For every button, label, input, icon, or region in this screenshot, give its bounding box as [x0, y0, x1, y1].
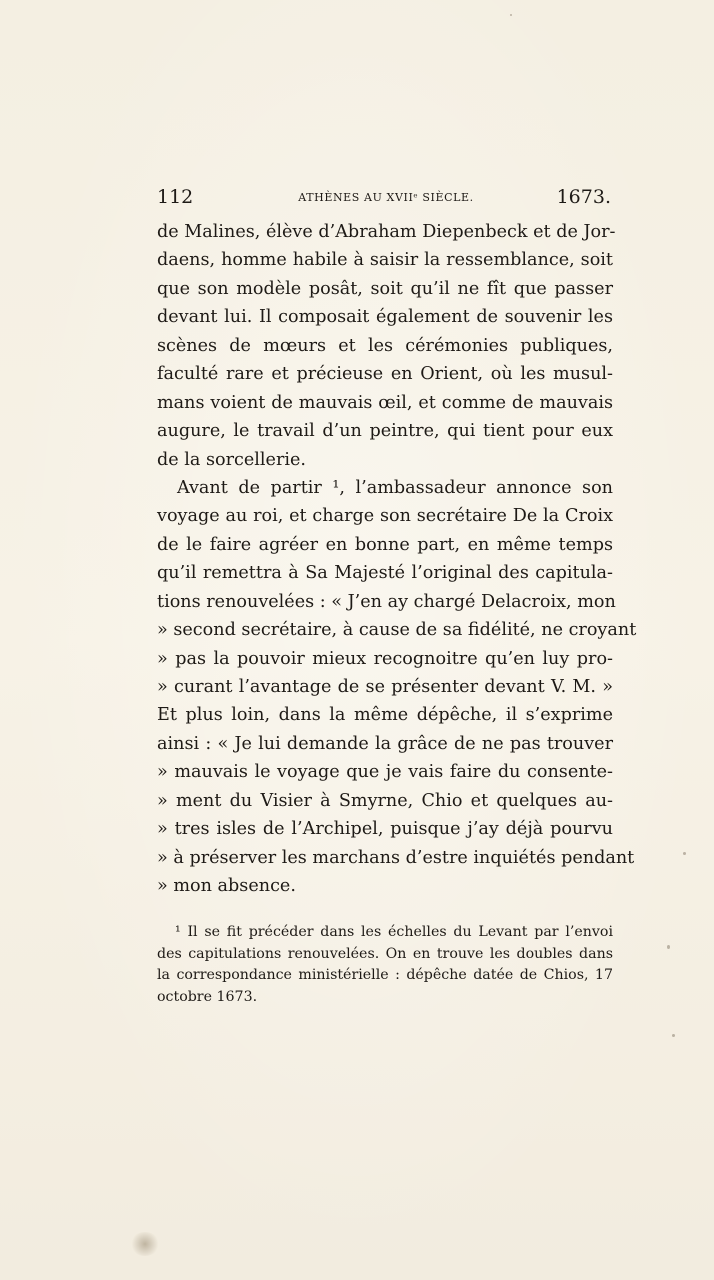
body-text-line: daens, homme habile à saisir la ressemblance, soit [157, 250, 613, 271]
paper-speck [667, 945, 670, 949]
body-text-line: » à préserver les marchans d’estre inquiétés pendant [157, 847, 635, 868]
paper-speck [683, 852, 686, 855]
paper-stain [130, 1232, 160, 1256]
main-text [157, 218, 637, 901]
body-text-line: de la sorcellerie. [157, 449, 306, 470]
body-text-line: augure, le travail d’un peintre, qui tient pour eux [157, 421, 613, 442]
footnote [157, 922, 613, 1008]
footnote-line: ¹ Il se fit précéder dans les échelles du Levant par l’envoi [175, 924, 613, 940]
body-text-line: qu’il remettra à Sa Majesté l’original des capitula- [157, 563, 613, 584]
paper-speck [672, 1034, 675, 1037]
footnote-line: la correspondance ministérielle : dépêche datée de Chios, 17 [157, 967, 613, 984]
body-text-line: voyage au roi, et charge son secrétaire De la Croix [157, 506, 613, 527]
body-text-line: de Malines, élève d’Abraham Diepenbeck et de Jor- [157, 222, 616, 242]
page-number: 112 [157, 186, 194, 208]
body-text-line: scènes de mœurs et les cérémonies publiques, [157, 335, 613, 356]
body-text-line: » pas la pouvoir mieux recognoitre qu’en luy pro- [157, 648, 613, 669]
running-title: ATHÈNES AU XVIIᵉ SIÈCLE. [298, 191, 474, 204]
body-text-line: ainsi : « Je lui demande la grâce de ne pas trouver [157, 733, 613, 754]
body-text-line: tions renouvelées : « J’en ay chargé Delacroix, mon [157, 591, 616, 612]
footnote-line: des capitulations renouvelées. On en trouve les doubles dans [157, 945, 613, 962]
body-text-line: Et plus loin, dans la même dépêche, il s’exprime [157, 705, 613, 726]
footnote-line: octobre 1673. [157, 988, 258, 1005]
body-text-line: que son modèle posât, soit qu’il ne fît que passer [157, 278, 613, 299]
paper-speck [510, 14, 512, 16]
body-text-line: » mon absence. [157, 876, 296, 897]
body-text-line: » curant l’avantage de se présenter devant V. M. » [157, 677, 613, 697]
body-text-line: Avant de partir ¹, l’ambassadeur annonce son [177, 477, 613, 498]
body-text-line: de le faire agréer en bonne part, en même temps [157, 534, 613, 555]
body-text-line: faculté rare et précieuse en Orient, où les musul- [157, 364, 613, 385]
body-text-line: devant lui. Il composait également de souvenir les [157, 307, 613, 328]
body-text-line: » tres isles de l’Archipel, puisque j’ay déjà pourvu [157, 819, 613, 840]
body-text-line: mans voient de mauvais œil, et comme de mauvais [157, 392, 613, 413]
body-text-line: » ment du Visier à Smyrne, Chio et quelques au- [157, 790, 613, 811]
header-year: 1673. [556, 186, 611, 208]
body-text-line: » second secrétaire, à cause de sa fidélité, ne croyant [157, 620, 637, 641]
body-text-line: » mauvais le voyage que je vais faire du consente- [157, 762, 613, 783]
page-header [157, 186, 615, 214]
